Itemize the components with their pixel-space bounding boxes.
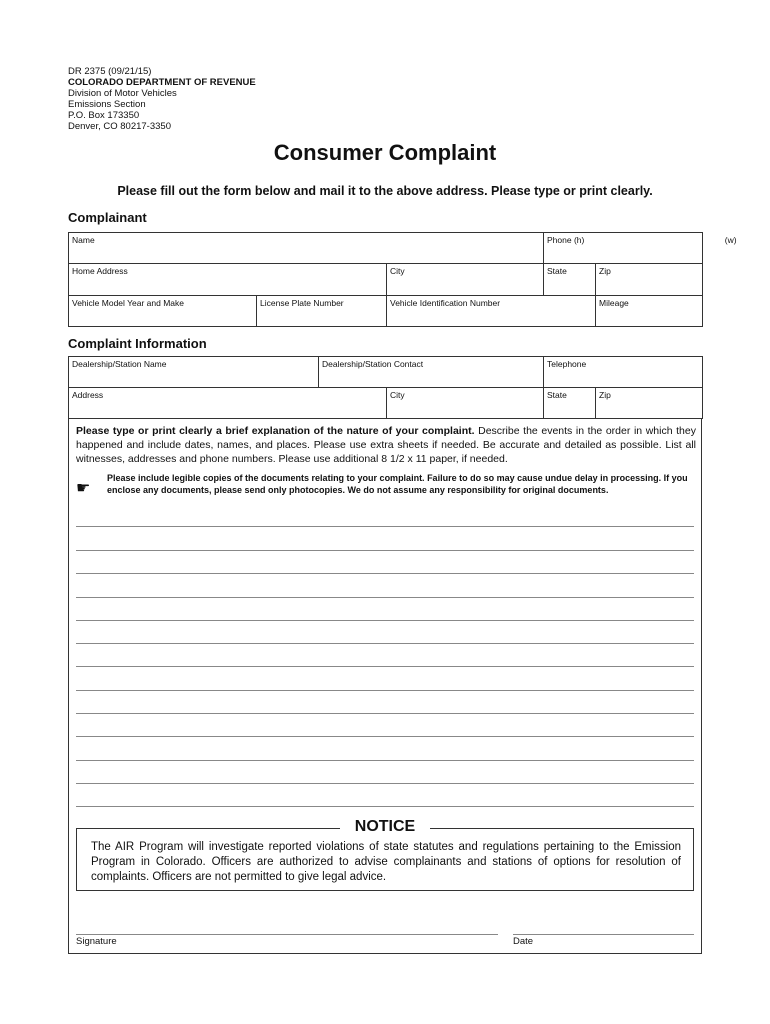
- documents-note: Please include legible copies of the documents relating to your complaint. Failure to do so may cause undue delay in processing. If you enclose any documents, please send only photocopies. We do not assume any responsibility for original documents.: [107, 473, 688, 495]
- vin-field[interactable]: [387, 296, 596, 327]
- agency-name: COLORADO DEPARTMENT OF REVENUE: [68, 77, 256, 88]
- city-label: City: [390, 266, 405, 276]
- complaint-city-field[interactable]: [387, 388, 544, 419]
- writing-line[interactable]: [76, 760, 694, 761]
- writing-line[interactable]: [76, 550, 694, 551]
- complaint-zip-field[interactable]: [596, 388, 703, 419]
- writing-line[interactable]: [76, 597, 694, 598]
- mileage-field[interactable]: [596, 296, 703, 327]
- name-field[interactable]: [69, 233, 544, 264]
- writing-line[interactable]: [76, 806, 694, 807]
- home-address-field[interactable]: [69, 264, 387, 296]
- complaint-state-field[interactable]: [544, 388, 596, 419]
- complaint-info-table: [68, 356, 703, 419]
- instructions: Please fill out the form below and mail it to the above address. Please type or print clearly.: [117, 184, 653, 198]
- writing-line[interactable]: [76, 690, 694, 691]
- address-label: Address: [72, 390, 104, 400]
- writing-line[interactable]: [76, 736, 694, 737]
- vin-label: Vehicle Identification Number: [390, 298, 501, 308]
- signature-label: Signature: [76, 936, 117, 947]
- complaint-zip-label: Zip: [599, 390, 611, 400]
- page-title: Consumer Complaint: [273, 140, 497, 165]
- address-field[interactable]: [69, 388, 387, 419]
- license-plate-label: License Plate Number: [260, 298, 344, 308]
- complaint-city-label: City: [390, 390, 405, 400]
- vehicle-model-field[interactable]: [69, 296, 257, 327]
- division-name: Division of Motor Vehicles: [68, 88, 177, 99]
- writing-line[interactable]: [76, 620, 694, 621]
- writing-line[interactable]: [76, 666, 694, 667]
- telephone-label: Telephone: [547, 359, 587, 369]
- complainant-table: [68, 232, 737, 327]
- phone-h-label: Phone (h): [547, 235, 585, 245]
- complaint-state-label: State: [547, 390, 567, 400]
- signature-line[interactable]: [76, 934, 498, 935]
- writing-line[interactable]: [76, 783, 694, 784]
- zip-field[interactable]: [596, 264, 703, 296]
- zip-label: Zip: [599, 266, 611, 276]
- city-field[interactable]: [387, 264, 544, 296]
- mileage-label: Mileage: [599, 298, 629, 308]
- license-plate-field[interactable]: [257, 296, 387, 327]
- section-name: Emissions Section: [68, 99, 146, 110]
- name-label: Name: [72, 235, 95, 245]
- notice-title: NOTICE: [340, 818, 430, 836]
- explanation-text: [76, 424, 696, 466]
- writing-line[interactable]: [76, 643, 694, 644]
- city-address: Denver, CO 80217-3350: [68, 121, 171, 132]
- state-field[interactable]: [544, 264, 596, 296]
- dealership-contact-label: Dealership/Station Contact: [322, 359, 424, 369]
- explanation-bold: Please type or print clearly a brief explanation of the nature of your complaint.: [76, 425, 475, 437]
- vehicle-model-label: Vehicle Model Year and Make: [72, 298, 184, 308]
- explanation-rest: Describe the events in the order in which they happened and include dates, names, and places. Please use extra sheets if needed. Be accurate and detailed as possible. List all witnesses, addresses and phone numbers. Please use additional 8 1/2 x 11 paper, if needed.: [76, 425, 696, 465]
- state-label: State: [547, 266, 567, 276]
- form-header: [68, 66, 256, 132]
- date-line[interactable]: [513, 934, 694, 935]
- form-number: DR 2375 (09/21/15): [68, 66, 152, 77]
- pointing-hand-icon: ☛: [76, 480, 91, 497]
- po-box: P.O. Box 173350: [68, 110, 140, 121]
- dealership-name-field[interactable]: [69, 357, 319, 388]
- home-address-label: Home Address: [72, 266, 128, 276]
- dealership-contact-field[interactable]: [319, 357, 544, 388]
- writing-line[interactable]: [76, 713, 694, 714]
- complainant-heading: Complainant: [68, 210, 147, 225]
- dealership-name-label: Dealership/Station Name: [72, 359, 167, 369]
- writing-line[interactable]: [76, 526, 694, 527]
- date-label: Date: [513, 936, 534, 947]
- phone-field[interactable]: [544, 233, 737, 264]
- notice-text: The AIR Program will investigate reported violations of state statutes and regulations pertaining to the Emission Program in Colorado. Officers are authorized to advise complainants and stations of options for resolution of complaints. Officers are not permitted to give legal advice.: [91, 841, 681, 883]
- complaint-info-heading: Complaint Information: [68, 336, 207, 351]
- phone-w-label: (w): [724, 235, 737, 245]
- writing-line[interactable]: [76, 573, 694, 574]
- telephone-field[interactable]: [544, 357, 703, 388]
